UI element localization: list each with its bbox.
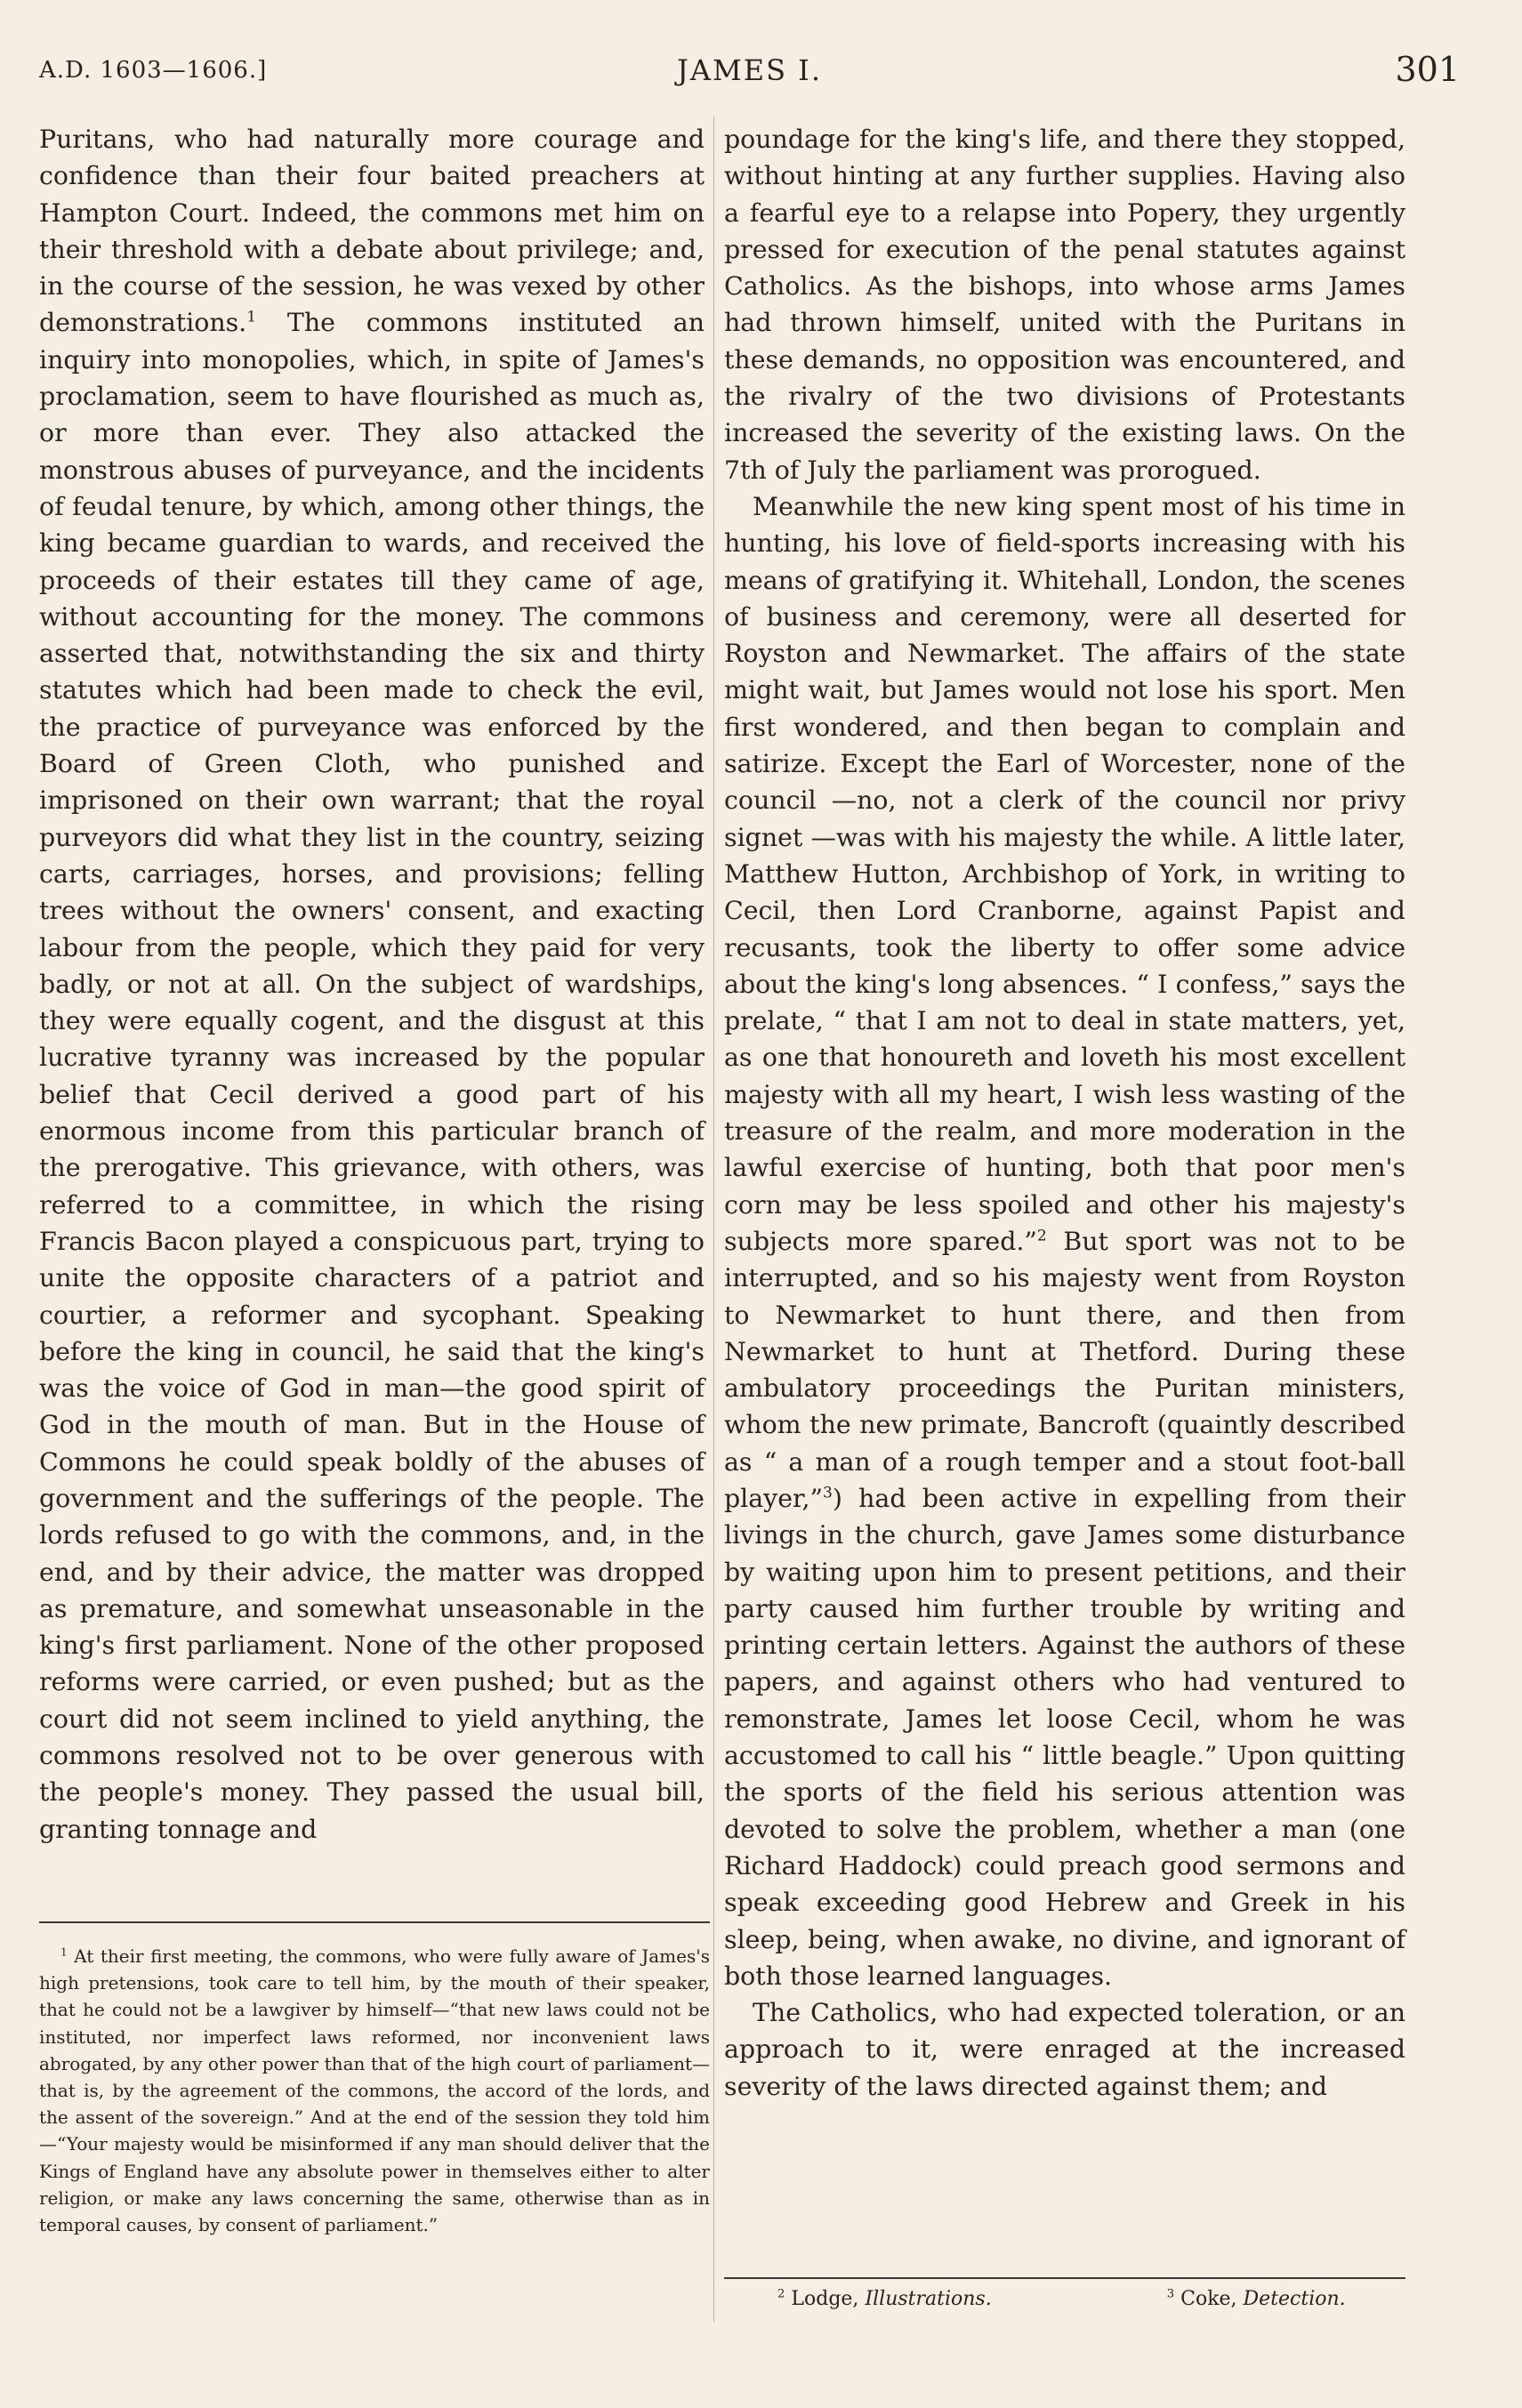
header-title: JAMES I. xyxy=(677,53,822,87)
right-paragraph-1: poundage for the king's life, and there they stopped, without hinting at any further supplies. Having also a fearful eye to a relapse into Popery, they urgently pressed for execution of the penal statutes against Catholics. As the bishops, into whose arms James had thrown himself, united with the Puritans in these demands, no opposition was encountered, and the rivalry of the two divisions of Protestants increased the severity of the existing laws. On the 7th of July the parliament was prorogued. xyxy=(724,125,1405,485)
footnote-1 xyxy=(39,1921,710,2238)
right-paragraph-3: The Catholics, who had expected toleration, or an approach to it, were enraged at the increased severity of the laws directed against them; and xyxy=(724,1998,1405,2101)
left-paragraph-1: Puritans, who had naturally more courage and confidence than their four baited preachers at Hampton Court. Indeed, the commons met him on their threshold with a debate about privilege; and, in the course of the session, he was vexed by other demonstrations.$^1$ The commons instituted an inquiry into monopolies, which, in spite of James's proclamation, seem to have flourished as much as, or more than ever. They also attacked the monstrous abuses of purveyance, and the incidents of feudal tenure, by which, among other things, the king became guardian to wards, and received the proceeds of their estates till they came of age, without accounting for the money. The commons asserted that, notwithstanding the six and thirty statutes which had been made to check the evil, the practice of purveyance was enforced by the Board of Green Cloth, who punished and imprisoned on their own warrant; that the royal purveyors did what they list in the country, seizing carts, carriages, horses, and provisions; felling trees without the owners' consent, and exacting labour from the people, which they paid for very badly, or not at all. On the subject of wardships, they were equally cogent, and the disgust at this lucrative tyranny was increased by the popular belief that Cecil derived a good part of his enormous income from this particular branch of the prerogative. This grievance, with others, was referred to a committee, in which the rising Francis Bacon played a conspicuous part, trying to unite the opposite characters of a patriot and courtier, a reformer and sycophant. Speaking before the king in council, he said that the king's was the voice of God in man—the good spirit of God in the mouth of man. But in the House of Commons he could speak boldly of the abuses of government and the sufferings of the people. The lords refused to go with the commons, and, in the end, and by their advice, the matter was dropped as premature, and somewhat unseasonable in the king's first parliament. None of the other proposed reforms were carried, or even pushed; but as the court did not seem inclined to yield anything, the commons resolved not to be over generous with the people's money. They passed the usual bill, granting tonnage and xyxy=(39,125,705,1844)
page-number: 301 xyxy=(1395,50,1460,89)
column-divider xyxy=(713,116,714,2322)
footnote-1-mark: 1 xyxy=(60,1945,68,1959)
footnote-1-text: At their first meeting, the commons, who were fully aware of James's high pretensions, took care to tell him, by the mouth of their speaker, that he could not be a lawgiver by himself—“that new laws could not be instituted, nor imperfect laws reformed, nor inconvenient laws abrogated, by any other power than that of the high court of parliament—that is, by the agreement of the commons, the accord of the lords, and the assent of the sovereign.” And at the end of the session they told him—“Your majesty would be misinformed if any man should deliver that the Kings of England have any absolute power in themselves either to alter religion, or make any laws concerning the same, otherwise than as in temporal causes, by consent of parliament.” xyxy=(39,1945,710,2236)
footnote-3: $^3$ Coke, Detection. xyxy=(1166,2287,1346,2310)
footnotes-right xyxy=(724,2277,1405,2310)
footnote-ref-2: 2 xyxy=(1036,1227,1047,1245)
footnote-ref-1: 1 xyxy=(246,309,257,327)
right-column xyxy=(724,121,1405,2105)
left-column xyxy=(39,121,705,1848)
header-date-range: A.D. 1603—1606.] xyxy=(39,57,268,84)
footnote-ref-3: 3 xyxy=(823,1484,833,1502)
running-header xyxy=(39,44,1460,98)
footnote-2: $^2$ Lodge, Illustrations. xyxy=(777,2287,992,2310)
right-paragraph-2: Meanwhile the new king spent most of his time in hunting, his love of field-sports increasing with his means of gratifying it. Whitehall, London, the scenes of business and ceremony, were all deserted for Royston and Newmarket. The affairs of the state might wait, but James would not lose his sport. Men first wondered, and then began to complain and satirize. Except the Earl of Worcester, none of the council —no, not a clerk of the council nor privy signet —was with his majesty the while. A little later, Matthew Hutton, Archbishop of York, in writing to Cecil, then Lord Cranborne, against Papist and recusants, took the liberty to offer some advice about the king's long absences. “ I confess,” says the prelate, “ that I am not to deal in state matters, yet, as one that honoureth and loveth his most excellent majesty with all my heart, I wish less wasting of the treasure of the realm, and more moderation in the lawful exercise of hunting, both that poor men's corn may be less spoiled and other his majesty's subjects more spared.”$^2$ But sport was not to be interrupted, and so his majesty went from Royston to Newmarket to hunt there, and then from Newmarket to hunt at Thetford. During these ambulatory proceedings the Puritan ministers, whom the new primate, Bancroft (quaintly described as “ a man of a rough temper and a stout foot-ball player,”$^3$) had been active in expelling from their livings in the church, gave James some disturbance by waiting upon him to present petitions, and their party caused him further trouble by writing and printing certain letters. Against the authors of these papers, and against others who had ventured to remonstrate, James let loose Cecil, whom he was accustomed to call his “ little beagle.” Upon quitting the sports of the field his serious attention was devoted to solve the problem, whether a man (one Richard Haddock) could preach good sermons and speak exceeding good Hebrew and Greek in his sleep, being, when awake, no divine, and ignorant of both those learned languages. xyxy=(724,491,1405,1991)
